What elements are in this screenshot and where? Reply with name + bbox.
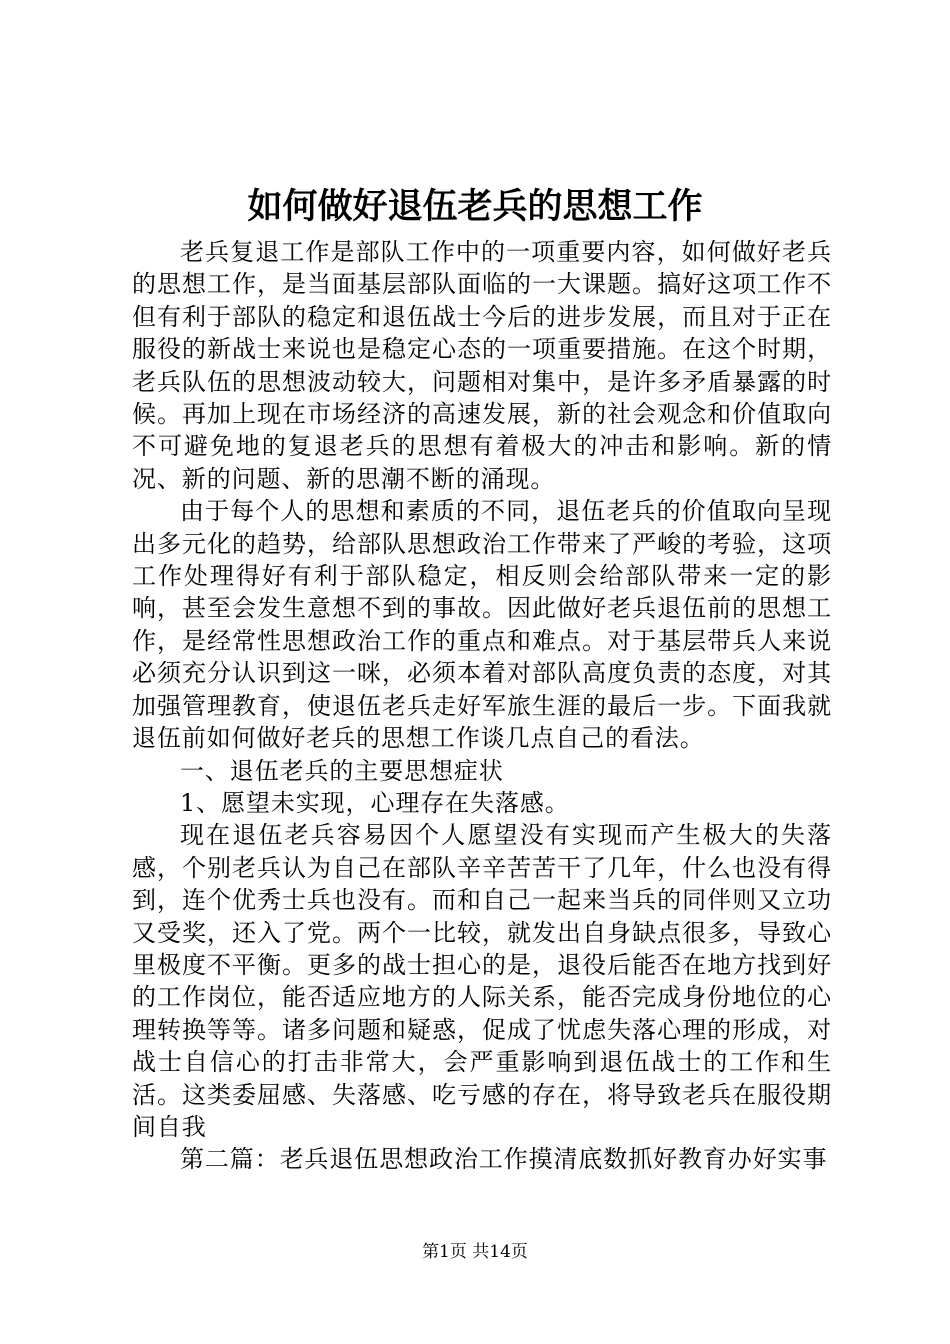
document-title: 如何做好退伍老兵的思想工作 (247, 186, 703, 227)
paragraph: 老兵复退工作是部队工作中的一项重要内容，如何做好老兵的思想工作，是当面基层部队面临的一大课题。搞好这项工作不但有利于部队的稳定和退伍战士今后的进步发展，而且对于正在服役的新战士来说也是稳定心态的一项重要措施。在这个时期，老兵队伍的思想波动较大，问题相对集中，是许多矛盾暴露的时候。再加上现在市场经济的高速发展，新的社会观念和价值取向不可避免地的复退老兵的思想有着极大的冲击和影响。新的情况、新的问题、新的思潮不断的涌现。 (132, 238, 832, 493)
subsection-heading: 1、愿望未实现，心理存在失落感。 (180, 788, 570, 817)
next-article-heading: 第二篇：老兵退伍思想政治工作摸清底数抓好教育办好实事 (180, 1145, 828, 1174)
document-body (132, 236, 832, 1176)
page-footer: 第1页 共14页 (422, 1242, 528, 1262)
paragraph: 现在退伍老兵容易因个人愿望没有实现而产生极大的失落感，个别老兵认为自己在部队辛辛苦苦干了几年，什么也没有得到，连个优秀士兵也没有。而和自己一起来当兵的同伴则又立功又受奖，还入了党。两个一比较，就发出自身缺点很多，导致心里极度不平衡。更多的战士担心的是，退役后能否在地方找到好的工作岗位，能否适应地方的人际关系，能否完成身份地位的心理转换等等。诸多问题和疑惑，促成了忧虑失落心理的形成，对战士自信心的打击非常大，会严重影响到退伍战士的工作和生活。这类委屈感、失落感、吃亏感的存在，将导致老兵在服役期间自我 (132, 821, 832, 1141)
paragraph: 由于每个人的思想和素质的不同，退伍老兵的价值取向呈现出多元化的趋势，给部队思想政治工作带来了严峻的考验，这项工作处理得好有利于部队稳定，相反则会给部队带来一定的影响，甚至会发生意想不到的事故。因此做好老兵退伍前的思想工作，是经常性思想政治工作的重点和难点。对于基层带兵人来说必须充分认识到这一咪，必须本着对部队高度负责的态度，对其加强管理教育，使退伍老兵走好军旅生涯的最后一步。下面我就退伍前如何做好老兵的思想工作谈几点自己的看法。 (132, 497, 832, 753)
section-heading: 一、退伍老兵的主要思想症状 (180, 756, 504, 785)
